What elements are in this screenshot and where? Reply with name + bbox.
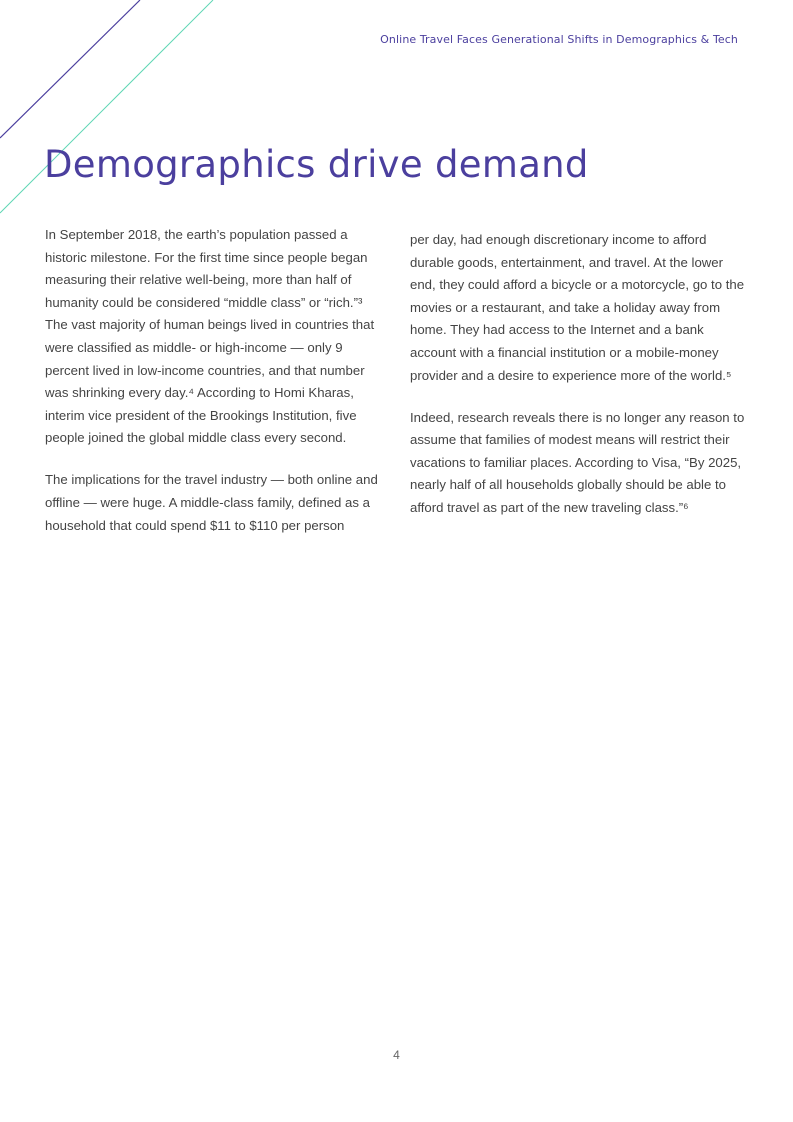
paragraph: The implications for the travel industry — both online and offline — were huge. A middle-class family, defined as a household that could spend $11 to $110 per person	[45, 472, 378, 533]
paragraph: In September 2018, the earth’s population passed a historic milestone. For the first time since people began measuring their relative well-being, more than half of humanity could be considered “middle class” or “rich.”³ The vast majority of human beings lived in countries that were classified as middle- or high-income — only 9 percent lived in low-income countries, and that number was shrinking every day.⁴ According to Homi Kharas, interim vice president of the Brookings Institution, five people joined the global middle class every second.	[45, 227, 375, 446]
purple-diagonal-line	[0, 0, 140, 138]
left-column	[45, 224, 385, 557]
right-column	[410, 229, 750, 539]
running-header: Online Travel Faces Generational Shifts in Demographics & Tech	[380, 33, 738, 46]
section-title: Demographics drive demand	[44, 143, 589, 186]
paragraph: per day, had enough discretionary income to afford durable goods, entertainment, and travel. At the lower end, they could afford a bicycle or a motorcycle, go to the movies or a restaurant, and take a holiday away from home. They had access to the Internet and a bank account with a financial institution or a mobile-money provider and a desire to experience more of the world.⁵	[410, 232, 745, 383]
paragraph: Indeed, research reveals there is no longer any reason to assume that families of modest means will restrict their vacations to familiar places. According to Visa, “By 2025, nearly half of all households globally should be able to afford travel as part of the new traveling class.”⁶	[410, 409, 745, 516]
page-number: 4	[393, 1048, 400, 1062]
decorative-diagonal-lines	[0, 0, 260, 220]
